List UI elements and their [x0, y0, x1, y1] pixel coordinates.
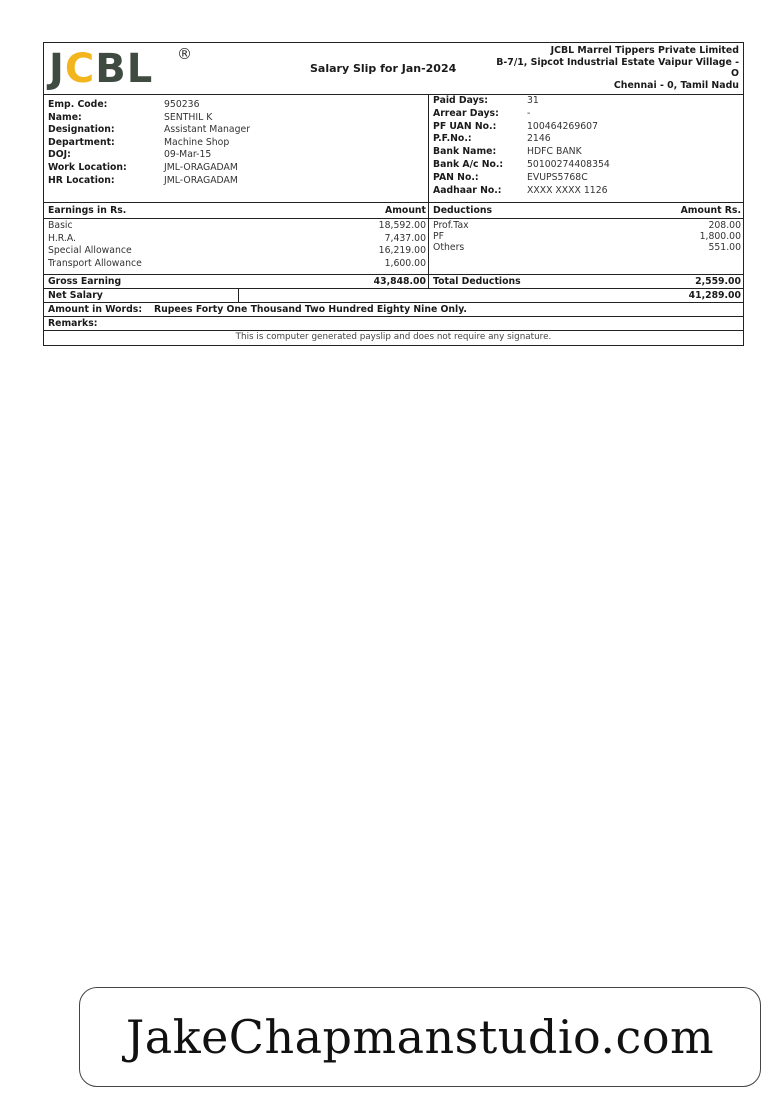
watermark-text: JakeChapmanstudio.com	[125, 1010, 715, 1064]
detail-row: PAN No.: EVUPS5768C	[433, 171, 588, 183]
company-address	[489, 45, 739, 91]
detail-row: Designation: Assistant Manager	[48, 124, 251, 136]
company-logo	[49, 47, 199, 91]
deductions-list	[429, 219, 743, 274]
detail-row: Department: Machine Shop	[48, 136, 230, 148]
detail-row: PF UAN No.: 100464269607	[433, 120, 598, 132]
detail-row: Bank Name: HDFC BANK	[433, 146, 582, 158]
earnings-deductions-header	[44, 203, 743, 219]
company-address-line: B-7/1, Sipcot Industrial Estate Vaipur Village -	[496, 56, 739, 68]
deduction-item: Prof.Tax 208.00	[433, 220, 741, 231]
payment-details	[429, 95, 743, 202]
detail-row: Paid Days: 31	[433, 95, 539, 106]
employee-details	[44, 95, 429, 202]
deductions-amount-heading: Amount Rs.	[680, 205, 741, 216]
logo-text: JCBL	[49, 46, 154, 92]
total-deductions-label: Total Deductions	[433, 276, 521, 287]
deduction-item: Others 551.00	[433, 242, 741, 253]
remarks-row	[44, 317, 743, 331]
amount-in-words-label: Amount in Words:	[48, 304, 143, 315]
detail-row: HR Location: JML-ORAGADAM	[48, 174, 238, 186]
deduction-item: PF 1,800.00	[433, 231, 741, 242]
totals-row	[44, 275, 743, 289]
net-salary-label: Net Salary	[44, 289, 239, 302]
detail-row: Bank A/c No.: 50100274408354	[433, 158, 610, 170]
company-address-line: Chennai - 0, Tamil Nadu	[613, 79, 739, 91]
detail-row: Arrear Days: -	[433, 107, 531, 119]
detail-row: Name: SENTHIL K	[48, 111, 213, 123]
net-salary-row	[44, 289, 743, 303]
detail-row: Aadhaar No.: XXXX XXXX 1126	[433, 184, 608, 196]
registered-mark: ®	[177, 45, 192, 63]
earnings-heading: Earnings in Rs.	[48, 205, 127, 216]
earning-item: Transport Allowance 1,600.00	[48, 257, 426, 269]
deductions-heading: Deductions	[433, 205, 492, 216]
earning-item: H.R.A. 7,437.00	[48, 232, 426, 244]
earnings-list	[44, 219, 429, 274]
footer-note-text: This is computer generated payslip and does not require any signature.	[235, 332, 552, 342]
watermark-box	[79, 987, 761, 1087]
company-address-line: O	[731, 68, 739, 80]
gross-earning-label: Gross Earning	[48, 276, 122, 287]
remarks-label: Remarks:	[48, 318, 98, 329]
total-deductions-value: 2,559.00	[695, 276, 741, 287]
employee-info	[44, 95, 743, 203]
earning-item: Special Allowance 16,219.00	[48, 245, 426, 257]
detail-row: P.F.No.: 2146	[433, 133, 551, 145]
company-name: JCBL Marrel Tippers Private Limited	[550, 45, 739, 56]
detail-row: Emp. Code: 950236	[48, 99, 200, 110]
detail-row: DOJ: 09-Mar-15	[48, 149, 212, 161]
slip-header	[44, 43, 743, 95]
gross-earning-value: 43,848.00	[373, 276, 426, 287]
salary-slip	[43, 42, 744, 346]
slip-title: Salary Slip for Jan-2024	[310, 62, 457, 75]
earning-item: Basic 18,592.00	[48, 220, 426, 231]
detail-row: Work Location: JML-ORAGADAM	[48, 161, 238, 173]
amount-in-words-row	[44, 303, 743, 317]
earnings-deductions-items	[44, 219, 743, 275]
net-salary-value: 41,289.00	[688, 290, 741, 301]
amount-in-words-value: Rupees Forty One Thousand Two Hundred Eighty Nine Only.	[154, 304, 467, 315]
footer-note	[44, 331, 743, 345]
earnings-amount-heading: Amount	[385, 205, 426, 216]
